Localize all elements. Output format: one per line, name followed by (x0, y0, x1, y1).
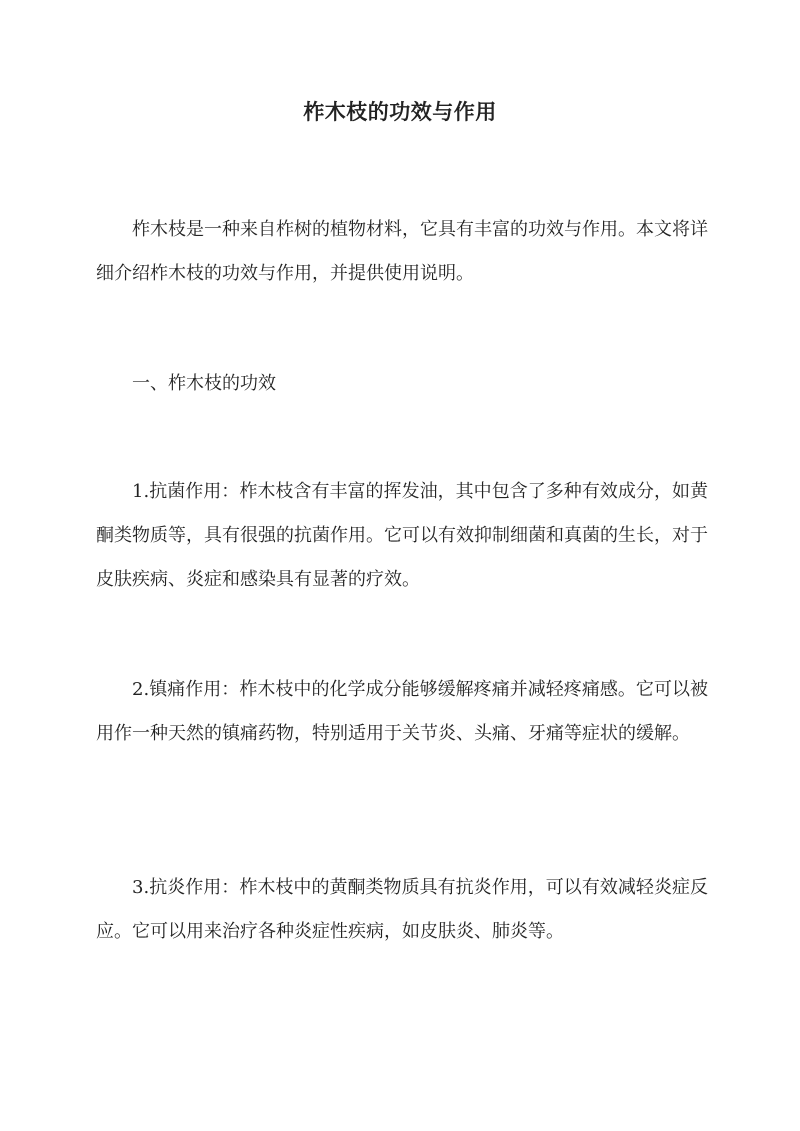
document-title: 柞木枝的功效与作用 (303, 99, 497, 124)
intro-paragraph: 柞木枝是一种来自柞树的植物材料，它具有丰富的功效与作用。本文将详细介绍柞木枝的功效与作用，并提供使用说明。 (96, 219, 708, 284)
list-item: 1.抗菌作用：柞木枝含有丰富的挥发油，其中包含了多种有效成分，如黄酮类物质等，具有很强的抗菌作用。它可以有效抑制细菌和真菌的生长，对于皮肤疾病、炎症和感染具有显著的疗效。 (96, 481, 708, 590)
list-item: 3.抗炎作用：柞木枝中的黄酮类物质具有抗炎作用，可以有效减轻炎症反应。它可以用来治疗各种炎症性疾病，如皮肤炎、肺炎等。 (96, 877, 708, 942)
list-item: 2.镇痛作用：柞木枝中的化学成分能够缓解疼痛并减轻疼痛感。它可以被用作一种天然的镇痛药物，特别适用于关节炎、头痛、牙痛等症状的缓解。 (96, 679, 708, 744)
section-heading: 一、柞木枝的功效 (132, 373, 276, 394)
